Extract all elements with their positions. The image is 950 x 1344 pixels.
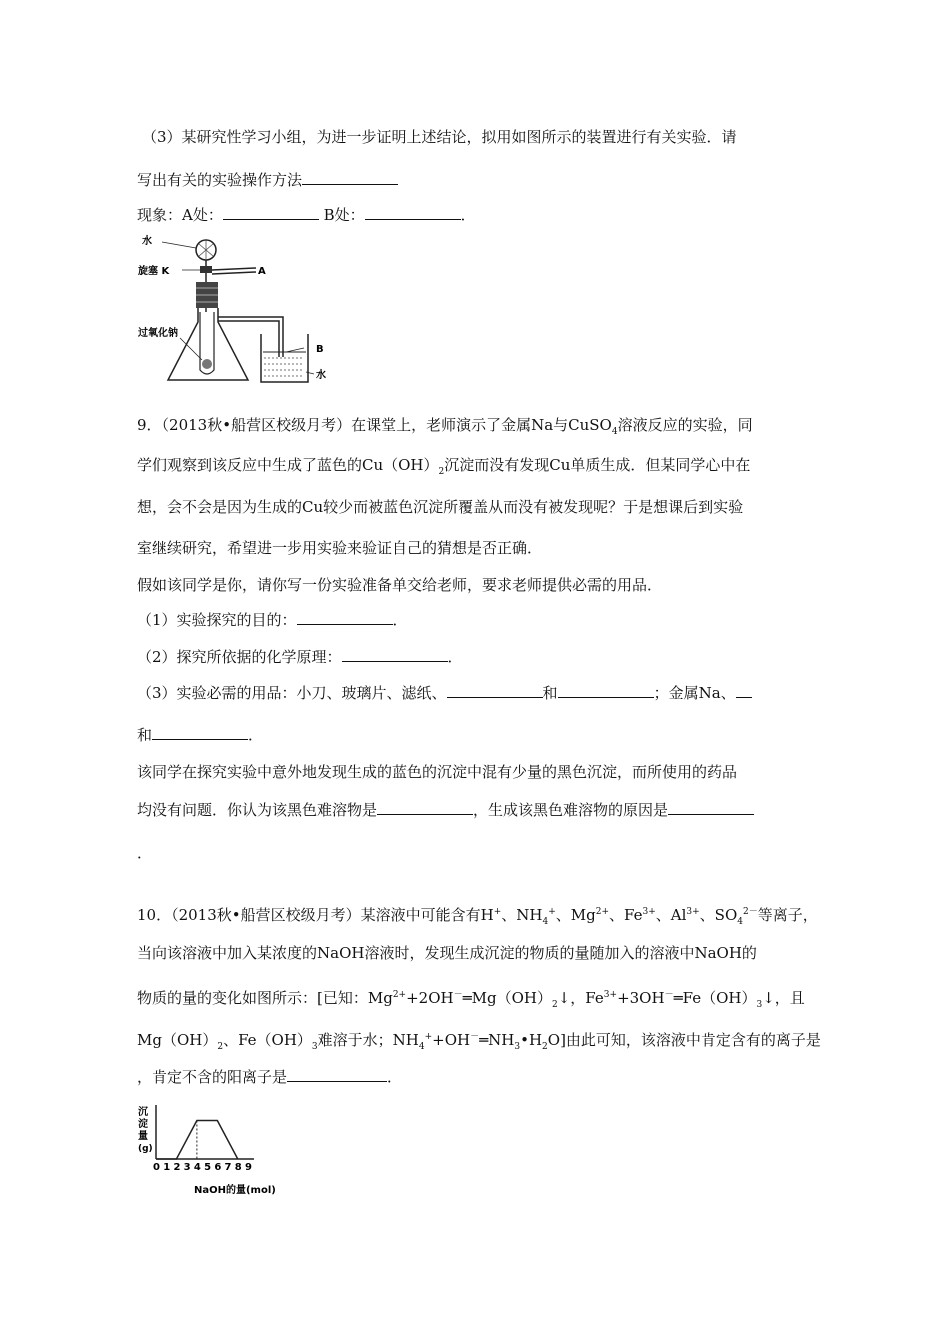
q8-period: ． (460, 206, 476, 224)
period: ． (447, 648, 463, 666)
superscript: 2－ (742, 907, 758, 917)
q9-text: 9．（2013秋•船营区校级月考）在课堂上，老师演示了金属Na与CuSO (137, 416, 612, 434)
superscript: 3+ (686, 907, 700, 917)
superscript: 3+ (603, 990, 618, 1000)
chart-x-tick-label: 4 (193, 1162, 201, 1173)
q8-phenomenon-a-label: 现象：A处： (137, 206, 223, 224)
q10-text: 、SO (699, 906, 738, 924)
q10-text: O]由此可知，该溶液中肯定含有的离子是 (547, 1031, 821, 1049)
chart-x-tick-label: 1 (163, 1162, 171, 1173)
valve-k (200, 266, 212, 273)
q9-and: 和 (137, 726, 153, 744)
subscript: 3 (756, 1000, 763, 1010)
superscript: + (424, 1032, 433, 1042)
q10-text: 、Mg (555, 906, 596, 924)
q9-purpose-blank[interactable] (297, 610, 393, 625)
label-sodium-peroxide: 过氧化钠 (138, 328, 178, 339)
label-b: B (316, 344, 324, 355)
q9-line1 (137, 415, 753, 442)
chart-x-tick-label: 8 (234, 1162, 242, 1173)
q9-supply-blank-2[interactable] (558, 683, 654, 698)
q9-supply-blank-4[interactable] (152, 725, 248, 740)
q8-part3-line1: （3）某研究性学习小组，为进一步证明上述结论，拟用如图所示的装置进行有关实验．请 (142, 128, 737, 146)
q10-text: +3OH (617, 989, 665, 1007)
period: ． (392, 611, 408, 629)
q10-line3 (137, 985, 805, 1015)
q9-principle-blank[interactable] (342, 647, 448, 662)
chart-x-tick-label: 3 (183, 1162, 191, 1173)
q8-phenomenon-a-blank[interactable] (223, 205, 319, 220)
q10-text: 10．（2013秋•船营区校级月考）某溶液中可能含有H (137, 906, 494, 924)
subscript: 4 (542, 917, 549, 927)
superscript: 2+ (392, 990, 407, 1000)
chart-xlabel: NaOH的量(mol) (194, 1185, 276, 1196)
q10-line1 (137, 902, 818, 932)
q9-purpose-label: （1）实验探究的目的： (137, 611, 297, 629)
label-valve-k: 旋塞 K (138, 266, 170, 277)
superscript: 3+ (642, 907, 656, 917)
q9-black-blank[interactable] (377, 800, 473, 815)
q10-line5 (137, 1067, 402, 1087)
superscript: + (493, 907, 502, 917)
q10-text: 物质的量的变化如图所示：[已知：Mg (137, 989, 393, 1007)
subscript: 2 (542, 1042, 548, 1052)
superscript: － (453, 990, 463, 1000)
subscript: 2 (552, 1000, 558, 1010)
q9-black-label: 均没有问题．你认为该黑色难溶物是 (137, 801, 378, 819)
q9-text: 沉淀而没有发现Cu单质生成．但某同学心中在 (444, 456, 751, 474)
q10-text: ↓，且 (762, 989, 805, 1007)
label-water-beaker: 水 (316, 370, 326, 381)
q9-line5: 假如该同学是你，请你写一份实验准备单交给老师，要求老师提供必需的用品． (137, 576, 663, 594)
apparatus-figure (136, 232, 336, 384)
chart-x-tick-label: 0 (153, 1162, 160, 1173)
subscript: 3 (514, 1042, 521, 1052)
q10-text: Mg（OH） (137, 1031, 218, 1049)
q9-line2 (137, 455, 750, 482)
q8-part3-line2 (137, 170, 398, 190)
chart-x-tick-label: 9 (245, 1162, 252, 1173)
q9-supplies-label: （3）实验必需的用品：小刀、玻璃片、滤纸、 (137, 684, 447, 702)
q10-absent-cation-blank[interactable] (287, 1067, 387, 1082)
q10-text: ═Fe（OH） (673, 989, 757, 1007)
chart-ylabel-4: (g) (138, 1144, 153, 1154)
q10-text: 、NH (501, 906, 543, 924)
q10-text: ，肯定不含的阳离子是 (137, 1068, 288, 1086)
sodium-peroxide (202, 359, 212, 369)
q9-line11 (137, 800, 754, 820)
superscript: － (470, 1032, 480, 1042)
q9-supply-blank-3[interactable] (736, 683, 752, 698)
subscript: 4 (737, 917, 743, 927)
q10-text: 等离子， (757, 906, 818, 924)
subscript: 4 (611, 427, 618, 437)
conical-flask (168, 308, 248, 380)
q8-op-method-label: 写出有关的实验操作方法 (137, 171, 303, 189)
period: ． (387, 1068, 403, 1086)
q9-line3: 想，会不会是因为生成的Cu较少而被蓝色沉淀所覆盖从而没有被发现呢？于是想课后到实验 (137, 498, 744, 516)
q9-line8 (137, 683, 752, 703)
q8-part3-line3 (137, 205, 476, 225)
chart-ylabel-1: 沉 (138, 1107, 148, 1118)
q9-line6 (137, 610, 408, 630)
chart-x-tick-label: 7 (224, 1162, 232, 1173)
chart-x-tick-label: 2 (173, 1162, 181, 1173)
superscript: － (664, 990, 674, 1000)
q10-text: •H (520, 1031, 543, 1049)
q9-text: 溶液反应的实验，同 (617, 416, 753, 434)
q10-text: +2OH (406, 989, 454, 1007)
subscript: 2 (217, 1042, 224, 1052)
q9-line9 (137, 725, 263, 745)
q10-text: ↓，Fe (557, 989, 604, 1007)
q9-principle-label: （2）探究所依据的化学原理： (137, 648, 342, 666)
q10-text: ═Mg（OH） (462, 989, 552, 1007)
chart-x-tick-label: 6 (214, 1162, 222, 1173)
q10-line4 (137, 1027, 821, 1057)
subscript: 4 (418, 1042, 425, 1052)
chart-ylabel-2: 淀 (138, 1119, 148, 1130)
q10-text: 难溶于水；NH (317, 1031, 419, 1049)
q10-text: 、Fe（OH） (223, 1031, 312, 1049)
q9-line12: ． (137, 844, 153, 862)
chart-x-tick-label: 5 (204, 1162, 212, 1173)
q10-text: 、Fe (609, 906, 643, 924)
label-a: A (258, 266, 266, 277)
subscript: 2 (438, 467, 445, 477)
q9-text: 学们观察到该反应中生成了蓝色的Cu（OH） (137, 456, 439, 474)
q10-text: +OH (432, 1031, 471, 1049)
q8-phenomenon-b-blank[interactable] (365, 205, 461, 220)
precipitate-chart (136, 1103, 296, 1199)
label-water-top: 水 (142, 236, 152, 247)
period: ． (248, 726, 264, 744)
q9-sodium: ；金属Na、 (653, 684, 736, 702)
q8-op-method-blank[interactable] (302, 170, 398, 185)
q9-line4: 室继续研究，希望进一步用实验来验证自己的猜想是否正确． (137, 539, 543, 557)
superscript: 2+ (595, 907, 609, 917)
superscript: + (548, 907, 556, 917)
q9-and: 和 (542, 684, 558, 702)
q9-supply-blank-1[interactable] (447, 683, 543, 698)
q10-text: 、Al (655, 906, 687, 924)
q10-text: ═NH (479, 1031, 515, 1049)
chart-ylabel-3: 量 (138, 1131, 148, 1142)
q9-reason-blank[interactable] (668, 800, 754, 815)
q9-reason-label: ，生成该黑色难溶物的原因是 (473, 801, 669, 819)
subscript: 3 (311, 1042, 318, 1052)
q9-line10: 该同学在探究实验中意外地发现生成的蓝色的沉淀中混有少量的黑色沉淀，而所使用的药品 (137, 763, 738, 781)
q9-line7 (137, 647, 463, 667)
q8-phenomenon-b-label: B处： (323, 206, 365, 224)
q10-line2: 当向该溶液中加入某浓度的NaOH溶液时，发现生成沉淀的物质的量随加入的溶液中NaOH的 (137, 944, 757, 962)
